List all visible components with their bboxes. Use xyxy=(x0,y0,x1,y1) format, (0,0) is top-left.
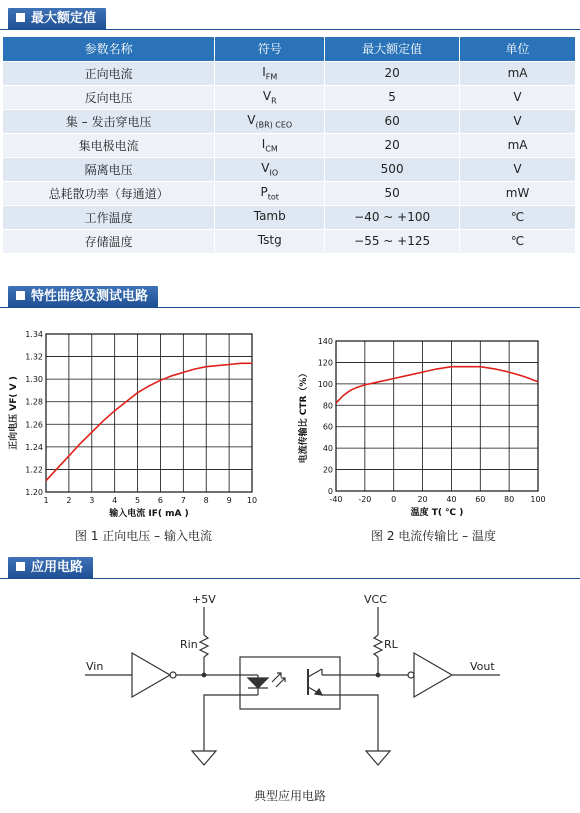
x-tick-label: 6 xyxy=(157,496,163,505)
x-tick-label: -40 xyxy=(329,495,343,504)
x-tick-label: 1 xyxy=(43,496,49,505)
section-title: 最大额定值 xyxy=(31,11,97,26)
section-header-curves xyxy=(8,286,158,308)
x-tick-label: 8 xyxy=(203,496,209,505)
cell-param: 反向电压 xyxy=(3,85,215,109)
light-arrow-icon xyxy=(276,678,285,687)
rin-resistor-symbol xyxy=(200,635,208,657)
section-title: 特性曲线及测试电路 xyxy=(31,289,149,304)
table-row xyxy=(3,229,576,253)
symbol-subscript: tot xyxy=(267,192,279,202)
max-ratings-table xyxy=(3,37,576,253)
vcc-label: VCC xyxy=(364,593,387,606)
cell-symbol xyxy=(215,133,325,157)
x-tick-label: 9 xyxy=(226,496,232,505)
y-tick-label: 1.24 xyxy=(25,442,43,452)
table-header-row xyxy=(3,37,576,61)
table-row xyxy=(3,205,576,229)
x-tick-label: 40 xyxy=(446,495,457,504)
square-bullet-icon xyxy=(16,13,25,22)
x-tick-label: 2 xyxy=(66,496,72,505)
symbol-main: I xyxy=(261,136,266,151)
section-divider xyxy=(0,29,580,30)
x-tick-label: 4 xyxy=(112,496,118,505)
junction-dot xyxy=(202,673,206,677)
column-header: 最大额定值 xyxy=(325,37,460,61)
cell-unit: mA xyxy=(460,61,576,85)
x-tick-label: -20 xyxy=(358,495,372,504)
symbol-main: V xyxy=(261,160,270,175)
chart1-caption: 图 1 正向电压 – 输入电流 xyxy=(75,529,212,543)
symbol-subscript: FM xyxy=(265,72,278,82)
y-tick-label: 40 xyxy=(322,444,333,454)
led-diode-icon xyxy=(248,678,268,688)
input-buffer-symbol xyxy=(132,653,170,697)
chart2-svg xyxy=(296,317,571,527)
y-tick-label: 1.30 xyxy=(25,375,43,385)
x-tick-label: 10 xyxy=(246,496,258,505)
cell-value: −40 ~ +100 xyxy=(325,205,460,229)
cell-unit: V xyxy=(460,157,576,181)
cell-unit: V xyxy=(460,85,576,109)
y-axis-label: 电流传输比 CTR（%） xyxy=(299,368,309,464)
ground-icon xyxy=(366,751,390,765)
column-header: 符号 xyxy=(215,37,325,61)
section-divider xyxy=(0,307,580,308)
y-tick-label: 100 xyxy=(317,379,333,389)
plot-frame xyxy=(336,341,538,491)
circuit-caption: 典型应用电路 xyxy=(253,789,326,803)
symbol-subscript: IO xyxy=(269,168,279,178)
table-row xyxy=(3,133,576,157)
x-tick-label: 60 xyxy=(475,495,486,504)
cell-symbol xyxy=(215,85,325,109)
symbol-main: V xyxy=(247,112,256,127)
section-divider xyxy=(0,578,580,579)
cell-value: −55 ~ +125 xyxy=(325,229,460,253)
cell-param: 存储温度 xyxy=(3,229,215,253)
x-tick-label: 3 xyxy=(89,496,95,505)
cell-unit: ℃ xyxy=(460,205,576,229)
symbol-main: Tstg xyxy=(257,233,282,248)
cell-param: 总耗散功率（每通道） xyxy=(3,181,215,205)
table-row xyxy=(3,61,576,85)
symbol-subscript: CM xyxy=(265,144,278,154)
light-arrow-icon xyxy=(272,673,281,682)
rl-resistor-symbol xyxy=(374,635,382,657)
y-tick-label: 60 xyxy=(322,422,333,432)
cell-value: 5 xyxy=(325,85,460,109)
x-tick-label: 0 xyxy=(391,495,397,504)
y-tick-label: 1.32 xyxy=(25,352,43,362)
y-tick-label: 1.28 xyxy=(25,397,43,407)
series-line xyxy=(46,363,252,480)
vout-label: Vout xyxy=(470,660,495,673)
section-header-application xyxy=(8,557,93,579)
cell-symbol xyxy=(215,61,325,85)
output-buffer-symbol xyxy=(414,653,452,697)
rin-label: Rin xyxy=(180,638,198,651)
wire xyxy=(204,695,240,751)
cell-unit: V xyxy=(460,109,576,133)
wire xyxy=(340,695,378,751)
x-tick-label: 5 xyxy=(135,496,141,505)
rl-label: RL xyxy=(384,638,398,651)
square-bullet-icon xyxy=(16,291,25,300)
table-row xyxy=(3,157,576,181)
symbol-main: Tamb xyxy=(253,208,286,223)
emitter-arrow-icon xyxy=(315,689,322,695)
section-title: 应用电路 xyxy=(31,560,84,575)
table-body xyxy=(3,61,576,253)
symbol-main: V xyxy=(262,88,272,103)
y-tick-label: 20 xyxy=(322,465,333,475)
transistor-collector xyxy=(308,669,322,677)
x-tick-label: 80 xyxy=(504,495,515,504)
cell-value: 20 xyxy=(325,61,460,85)
square-bullet-icon xyxy=(16,562,25,571)
cell-param: 集 – 发击穿电压 xyxy=(3,109,215,133)
symbol-main: P xyxy=(260,184,268,199)
cell-param: 隔离电压 xyxy=(3,157,215,181)
plot-frame xyxy=(46,334,252,492)
vin-label: Vin xyxy=(86,660,104,673)
series-line xyxy=(336,367,538,403)
column-header: 参数名称 xyxy=(3,37,215,61)
plus5v-label: +5V xyxy=(192,593,216,606)
cell-param: 正向电流 xyxy=(3,61,215,85)
x-tick-label: 100 xyxy=(530,495,546,504)
section-header-max-ratings xyxy=(8,8,106,30)
chart2-caption: 图 2 电流传输比 – 温度 xyxy=(371,529,496,543)
cell-unit: ℃ xyxy=(460,229,576,253)
cell-value: 20 xyxy=(325,133,460,157)
y-tick-label: 120 xyxy=(317,358,333,368)
column-header: 单位 xyxy=(460,37,576,61)
x-tick-label: 20 xyxy=(417,495,428,504)
cell-symbol xyxy=(215,157,325,181)
y-tick-label: 0 xyxy=(327,487,333,496)
cell-unit: mA xyxy=(460,133,576,157)
symbol-main: I xyxy=(262,64,266,79)
cell-symbol xyxy=(215,229,325,253)
cell-value: 50 xyxy=(325,181,460,205)
x-axis-label: 输入电流 IF( mA ) xyxy=(109,509,189,519)
cell-symbol xyxy=(215,205,325,229)
chart-ctr-temperature xyxy=(296,317,571,527)
inverter-bubble xyxy=(408,672,414,678)
cell-value: 500 xyxy=(325,157,460,181)
table-row xyxy=(3,85,576,109)
cell-unit: mW xyxy=(460,181,576,205)
ground-icon xyxy=(192,751,216,765)
application-circuit xyxy=(0,585,580,785)
x-tick-label: 7 xyxy=(180,496,186,505)
symbol-subscript: R xyxy=(271,96,277,106)
y-tick-label: 1.26 xyxy=(25,420,43,430)
y-tick-label: 140 xyxy=(317,337,333,346)
cell-value: 60 xyxy=(325,109,460,133)
x-axis-label: 温度 T( ℃ ) xyxy=(410,508,464,518)
table-row xyxy=(3,181,576,205)
y-tick-label: 1.22 xyxy=(25,465,43,475)
table-row xyxy=(3,109,576,133)
cell-symbol xyxy=(215,181,325,205)
y-tick-label: 80 xyxy=(322,401,333,411)
cell-symbol xyxy=(215,109,325,133)
y-tick-label: 1.20 xyxy=(25,488,43,497)
chart-forward-voltage xyxy=(6,317,281,527)
y-axis-label: 正向电压 VF( V ) xyxy=(9,376,19,450)
chart1-svg xyxy=(6,317,281,527)
y-tick-label: 1.34 xyxy=(25,330,43,339)
cell-param: 工作温度 xyxy=(3,205,215,229)
cell-param: 集电极电流 xyxy=(3,133,215,157)
symbol-subscript: (BR) CEO xyxy=(255,120,293,130)
